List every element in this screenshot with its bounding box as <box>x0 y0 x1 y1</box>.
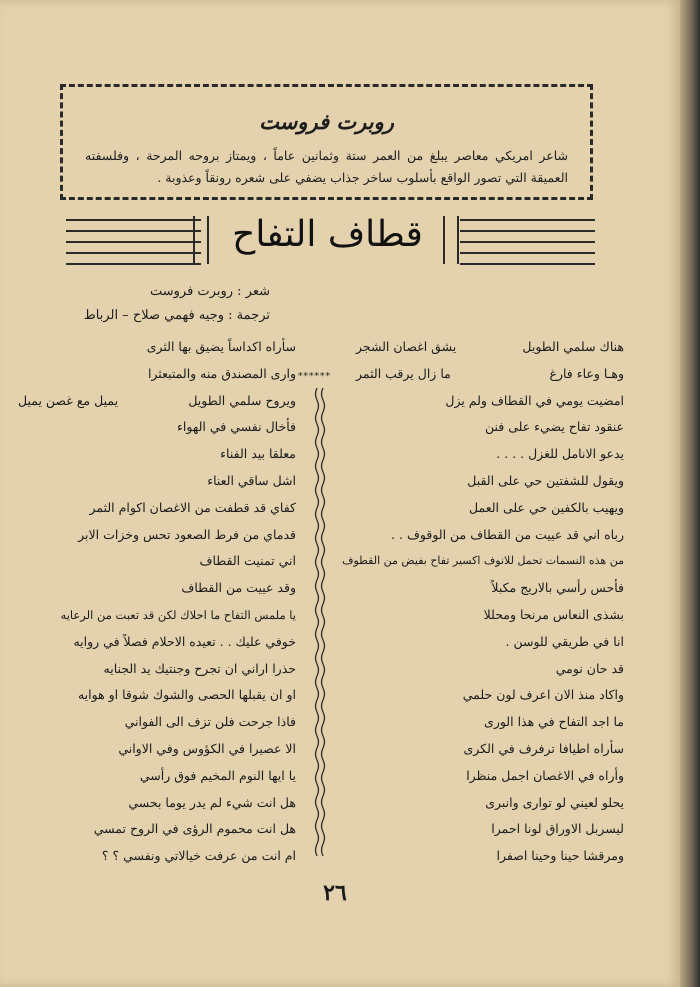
poem-verse <box>356 334 624 361</box>
verse-half: يميل مع غصن يميل <box>18 392 119 408</box>
poem-verse: وارى المصندق منه والمتبعثرا <box>147 365 296 381</box>
poem-verse: ام انت من عرفت خيالاتي ونفسي ؟ ؟ <box>101 848 296 864</box>
bio-box <box>60 84 593 200</box>
poem-verse: كفاي قد قطفت من الاغصان اكوام الثمر <box>89 499 296 515</box>
verse-half: هناك سلمي الطويل <box>522 339 624 354</box>
poem-verse: بشذى النعاس مرنحا ومحللا <box>483 606 624 622</box>
poem-verse: خوفي عليك . . تعيده الاحلام فصلاً في روايه <box>73 633 296 649</box>
verse-half: ما زال يرقب الثمر <box>356 365 451 381</box>
poem-verse: ويهيب بالكفين حي على العمل <box>469 499 624 515</box>
poem-verse: اشل ساقي العناء <box>207 472 296 488</box>
poem-right-column <box>342 334 624 870</box>
column-ornament: ****** <box>298 372 331 382</box>
poem-verse: اني تمنيت القطاف <box>199 553 296 569</box>
poem-verse: سأراه اطيافا ترفرف في الكرى <box>463 740 624 756</box>
poem-verse: عنقود تفاح يضيء على فنن <box>484 419 624 435</box>
poem-verse: رباه اني قد عييت من القطاف من الوقوف . . <box>391 526 624 542</box>
poem-verse: او ان يقبلها الحصى والشوك شوقا او هوايه <box>77 687 296 703</box>
translator-credit: ترجمة : وجيه فهمي صلاح – الرباط <box>83 308 270 323</box>
title-bars-right <box>443 216 459 264</box>
poem-verse: هل انت شيء لم يدر يوما بحسي <box>128 794 296 810</box>
poem-verse: فأخال نفسي في الهواء <box>177 419 296 435</box>
poet-credit: شعر : روبرت فروست <box>149 284 270 299</box>
poem-verse: فأحس رأسي بالاريج مكبلاً <box>491 580 624 596</box>
poem-title: قطاف التفاح <box>232 214 423 255</box>
verse-half: يشق اغصان الشجر <box>356 339 457 354</box>
poem-verse: حذرا اراني ان تجرح وجنتيك يد الجنايه <box>103 660 296 676</box>
poem-verse: انا في طريقي للوسن . <box>505 633 624 649</box>
poem-verse: يحلو لعيني لو توارى وانبرى <box>485 794 624 810</box>
title-rule-left <box>66 219 201 274</box>
poem-verse: من هذه النسمات تحمل للانوف اكسير تفاح بفيض من القطوف <box>342 554 624 568</box>
poem-verse <box>356 361 624 388</box>
poem-verse: ويقول للشفتين حي على القبل <box>467 472 624 488</box>
poem-verse: سأراه اكداساً يضيق بها الثرى <box>146 339 296 354</box>
poem-left-column <box>18 334 296 870</box>
verse-half: وهـا وعاء فارغ <box>549 365 624 381</box>
poem-verse: يا ايها النوم المخيم فوق رأسي <box>139 767 296 783</box>
page-edge-shadow <box>680 0 700 987</box>
poem-verse: امضيت يومي في القطاف ولم يزل <box>445 392 624 408</box>
poem-verse: يا ملمس التفاح ما احلاك لكن قد تعبت من الرعايه <box>60 607 296 622</box>
title-rule-right <box>460 219 595 274</box>
poem-verse: معلقا بيد الفناء <box>220 446 296 462</box>
title-bars-left <box>193 216 209 264</box>
poem-verse: قد حان نومي <box>555 660 624 676</box>
poem-verse: ليسربل الاوراق لونا احمرا <box>491 821 624 837</box>
page-number: ٢٦ <box>323 880 347 906</box>
verse-half: ويروح سلمي الطويل <box>188 392 296 408</box>
poem-verse: وأراه في الاغصان اجمل منظرا <box>466 767 624 783</box>
poem-verse: قدماي من فرط الصعود تحس وخزات الابر <box>78 526 296 542</box>
poem-verse: الا عصيرا في الكؤوس وفي الاواني <box>118 740 296 756</box>
poem-verse <box>18 388 296 415</box>
poem-verse: هل انت محموم الرؤى في الروح تمسي <box>93 821 296 837</box>
poem-verse: ومرقشا حينا وحينا اصفرا <box>496 848 624 864</box>
column-divider <box>313 388 327 858</box>
poem-verse: ما اجد التفاح في هذا الورى <box>484 714 624 730</box>
poem-verse: يدعو الانامل للغزل . . . . <box>496 446 624 462</box>
bio-text: شاعر امريكي معاصر يبلغ من العمر ستة وثمانين عاماً ، ويمتاز بروحه المرحة ، وفلسفته العميقة التي تصور الواقع بأسلوب ساخر جذاب يضفي على شعره رونقاً وعذوبة . <box>85 148 568 185</box>
poem-verse: وقد عييت من القطاف <box>181 580 296 596</box>
bio-title: روبرت فروست <box>259 109 394 134</box>
poem-verse: فاذا جرحت فلن تزف الى الفواني <box>124 714 296 730</box>
poem-verse: واكاد منذ الان اعرف لون حلمي <box>462 687 624 703</box>
